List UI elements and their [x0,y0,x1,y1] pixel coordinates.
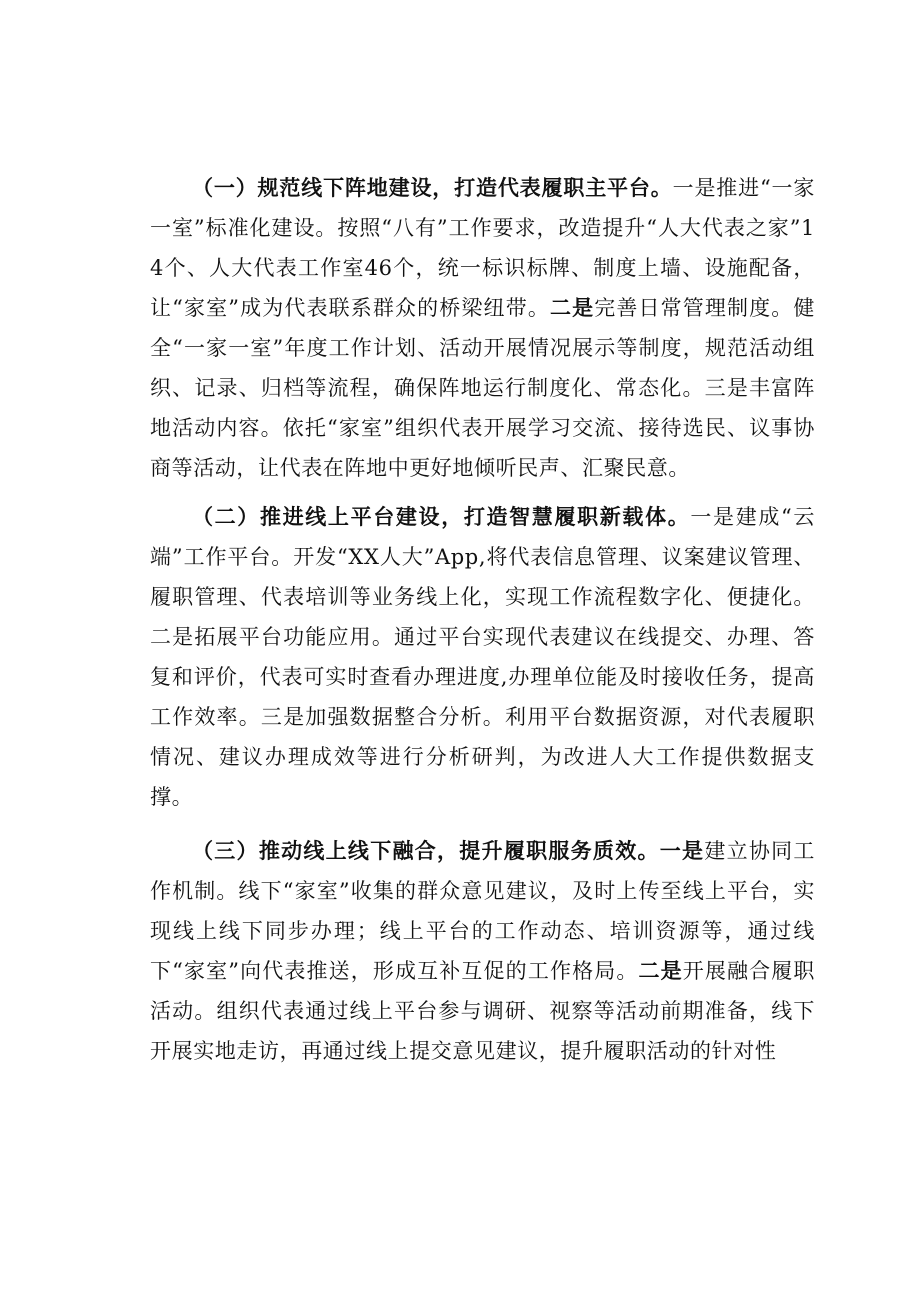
paragraph-text: 开展融合履职活动。组织代表通过线上平台参与调研、视察等活动前期准备，线下开展实地走访，再通过线上提交意见建议，提升履职活动的针对性 [150,959,815,1063]
paragraph-heading: （一）规范线下阵地建设，打造代表履职主平台。 [192,175,673,200]
paragraph-integration [150,831,815,1071]
paragraph-text: 一是推进“一家一室”标准化建设。按照“八有”工作要求，改造提升“人大代表之家”14个、人大代表工作室46个，统一标识标牌、制度上墙、设施配备，让“家室”成为代表联系群众的桥梁纽带。 [150,176,815,320]
paragraph-text: 完善日常管理制度。健全“一家一室”年度工作计划、活动开展情况展示等制度，规范活动组织、记录、归档等流程，确保阵地运行制度化、常态化。三是丰富阵地活动内容。依托“家室”组织代表开展学习交流、接待选民、议事协商等活动，让代表在阵地中更好地倾听民声、汇聚民意。 [150,296,816,480]
paragraph-offline-platform [150,168,815,488]
paragraph-text: 一是建成“云端”工作平台。开发“XX人大”App,将代表信息管理、议案建议管理、履职管理、代表培训等业务线上化，实现工作流程数字化、便捷化。二是拓展平台功能应用。通过平台实现代表建议在线提交、办理、答复和评价，代表可实时查看办理进度,办理单位能及时接收任务，提高工作效率。三是加强数据整合分析。利用平台数据资源，对代表履职情况、建议办理成效等进行分析研判，为改进人大工作提供数据支撑。 [150,505,815,809]
paragraph-emphasis: 一是 [659,838,705,863]
paragraph-emphasis: 二是 [638,958,683,983]
paragraph-heading: （二）推进线上平台建设，打造智慧履职新载体。 [192,504,691,529]
paragraph-emphasis: 二是 [549,295,595,320]
paragraph-text: 建立协同工作机制。线下“家室”收集的群众意见建议，及时上传至线上平台，实现线上线下同步办理；线上平台的工作动态、培训资源等，通过线下“家室”向代表推送，形成互补互促的工作格局。 [150,839,816,983]
paragraph-heading: （三）推动线上线下融合，提升履职服务质效。 [192,838,660,863]
document-body [150,168,815,1080]
paragraph-online-platform [150,497,815,817]
